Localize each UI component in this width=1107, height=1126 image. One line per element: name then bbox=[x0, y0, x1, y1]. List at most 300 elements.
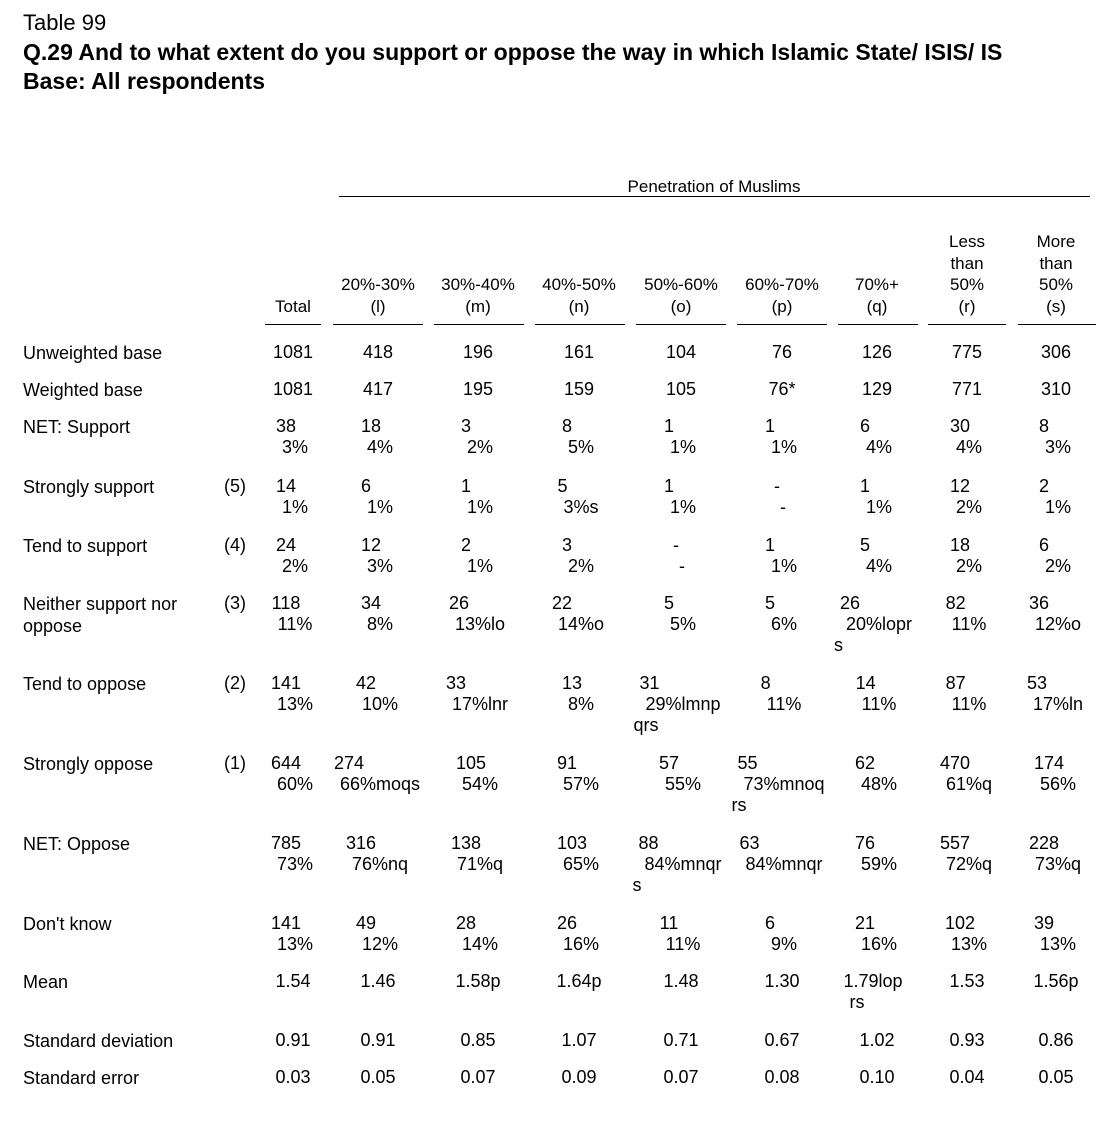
table-cell bbox=[945, 913, 987, 955]
table-cell bbox=[1039, 535, 1071, 577]
cell-percent: 48% bbox=[860, 774, 898, 794]
scale-code: (3) bbox=[224, 593, 246, 613]
table-cell bbox=[833, 593, 913, 656]
table-cell bbox=[949, 1030, 984, 1051]
base-description: Base: All respondents bbox=[23, 68, 265, 94]
cell-count: 644 bbox=[270, 753, 302, 773]
table-cell bbox=[660, 913, 701, 955]
table-cell bbox=[561, 1030, 596, 1051]
cell-percent: 11% bbox=[951, 614, 987, 634]
cell-count: 76 bbox=[771, 342, 793, 362]
table-cell bbox=[860, 416, 892, 458]
cell-percent: 1% bbox=[466, 497, 493, 517]
cell-percent: 72%q bbox=[945, 854, 993, 874]
cell-percent: 13%lo bbox=[454, 614, 506, 634]
cell-percent: 1% bbox=[770, 556, 797, 576]
column-header bbox=[323, 274, 433, 317]
cell-count: 196 bbox=[462, 342, 494, 362]
cell-count: 39 bbox=[1033, 913, 1055, 933]
table-cell bbox=[940, 753, 992, 795]
cell-count: 228 bbox=[1028, 833, 1060, 853]
cell-count: 1 bbox=[663, 416, 674, 436]
cell-count: 76 bbox=[854, 833, 876, 853]
cell-count: 557 bbox=[939, 833, 971, 853]
row-label bbox=[23, 1067, 139, 1089]
table-cell bbox=[859, 1067, 894, 1088]
table-cell bbox=[862, 379, 892, 400]
column-header-line: (o) bbox=[670, 296, 692, 316]
cell-percent: 4% bbox=[955, 437, 982, 457]
table-cell bbox=[843, 971, 902, 1013]
cell-count: 105 bbox=[455, 753, 487, 773]
cell-percent: 11% bbox=[766, 694, 802, 714]
table-cell bbox=[346, 833, 408, 875]
table-cell bbox=[1029, 833, 1081, 875]
cell-count: 42 bbox=[355, 673, 377, 693]
scale-code: (4) bbox=[224, 535, 246, 555]
span-header-label: Penetration of Muslims bbox=[627, 177, 801, 196]
cell-count: 0.67 bbox=[764, 1030, 800, 1050]
cell-count: 49 bbox=[355, 913, 377, 933]
question-title: Q.29 And to what extent do you support or oppose the way in which Islamic State/ ISIS/ IS bbox=[23, 39, 1003, 65]
cell-percent: 2% bbox=[567, 556, 594, 576]
cell-count: 11 bbox=[659, 913, 679, 933]
table-cell bbox=[860, 535, 892, 577]
cell-percent: 4% bbox=[865, 437, 892, 457]
cell-percent: 11% bbox=[951, 694, 987, 714]
cell-count: 5 bbox=[764, 593, 775, 613]
table-cell bbox=[1034, 753, 1076, 795]
row-label-line: Don't know bbox=[23, 914, 112, 934]
table-cell bbox=[360, 1030, 395, 1051]
cell-percent: 2% bbox=[955, 497, 982, 517]
cell-count: 129 bbox=[861, 379, 893, 399]
cell-percent: 1% bbox=[281, 497, 308, 517]
row-label bbox=[23, 833, 130, 855]
column-header-line: 50% bbox=[949, 275, 985, 294]
cell-count: 26 bbox=[556, 913, 578, 933]
table-cell bbox=[764, 1030, 799, 1051]
cell-percent: 54% bbox=[461, 774, 499, 794]
cell-percent: 8% bbox=[366, 614, 393, 634]
row-label-line: Neither support nor bbox=[23, 594, 178, 614]
cell-count: 1 bbox=[663, 476, 674, 496]
scale-code: (5) bbox=[224, 476, 246, 496]
column-header-line: 20%-30% bbox=[341, 275, 415, 294]
column-header-rule bbox=[265, 324, 321, 325]
row-label-line: oppose bbox=[23, 616, 83, 636]
table-cell bbox=[768, 379, 795, 400]
cell-count: 24 bbox=[275, 535, 297, 555]
row-label bbox=[23, 476, 154, 498]
cell-count: 1 bbox=[764, 535, 775, 555]
table-cell bbox=[271, 753, 313, 795]
cell-percent: 11% bbox=[665, 934, 701, 954]
table-cell bbox=[276, 416, 308, 458]
cell-count: 306 bbox=[1040, 342, 1072, 362]
row-label-line: Standard deviation bbox=[23, 1031, 174, 1051]
cell-percent: 59% bbox=[860, 854, 898, 874]
cell-percent: 11% bbox=[277, 614, 313, 634]
cell-percent: 2% bbox=[466, 437, 493, 457]
cell-count: 1081 bbox=[272, 379, 314, 399]
cell-percent: 4% bbox=[366, 437, 393, 457]
table-cell bbox=[356, 913, 398, 955]
cell-count: 174 bbox=[1033, 753, 1065, 773]
cell-count: 91 bbox=[556, 753, 578, 773]
column-header-line: 60%-70% bbox=[745, 275, 819, 294]
cell-percent: 73%q bbox=[1034, 854, 1082, 874]
cell-count: 0.71 bbox=[663, 1030, 699, 1050]
column-header bbox=[727, 274, 837, 317]
cell-percent: 84%mnqr bbox=[745, 854, 823, 874]
cell-count: 8 bbox=[760, 673, 771, 693]
cell-count: 0.08 bbox=[764, 1067, 800, 1087]
cell-count: 1.02 bbox=[859, 1030, 895, 1050]
row-label bbox=[23, 753, 153, 775]
table-cell bbox=[449, 593, 505, 635]
cell-count: 6 bbox=[1038, 535, 1049, 555]
table-cell bbox=[862, 342, 892, 363]
scale-code: (1) bbox=[224, 753, 246, 773]
cell-count: 3 bbox=[561, 535, 572, 555]
cell-count: 12 bbox=[949, 476, 971, 496]
table-cell bbox=[1033, 971, 1078, 992]
table-cell bbox=[463, 342, 493, 363]
table-cell bbox=[361, 593, 393, 635]
cell-percent: 57% bbox=[562, 774, 600, 794]
table-cell bbox=[562, 416, 594, 458]
cell-percent: 5% bbox=[567, 437, 594, 457]
cell-count: 126 bbox=[861, 342, 893, 362]
row-label bbox=[23, 342, 162, 364]
cell-count: 5 bbox=[663, 593, 674, 613]
column-header-line: (l) bbox=[370, 296, 386, 316]
cell-percent: 13% bbox=[1039, 934, 1077, 954]
table-cell bbox=[856, 673, 897, 715]
cell-count: 0.93 bbox=[949, 1030, 985, 1050]
table-cell bbox=[552, 593, 604, 635]
row-label-line: Tend to oppose bbox=[23, 674, 147, 694]
cell-count: 62 bbox=[854, 753, 876, 773]
cell-count: 1081 bbox=[272, 342, 314, 362]
row-label-line: Weighted base bbox=[23, 380, 143, 400]
cell-count: 31 bbox=[639, 673, 660, 693]
cell-count: 76* bbox=[768, 379, 796, 399]
cell-count: 8 bbox=[1038, 416, 1049, 436]
cell-count: 63 bbox=[739, 833, 760, 853]
cell-count: 18 bbox=[360, 416, 382, 436]
cell-percent: 65% bbox=[562, 854, 600, 874]
cell-percent: - bbox=[780, 497, 786, 517]
cell-count: 141 bbox=[270, 673, 302, 693]
row-label bbox=[23, 593, 177, 637]
cell-count: 138 bbox=[450, 833, 482, 853]
table-cell bbox=[663, 971, 698, 992]
column-header-line: 50% bbox=[1038, 275, 1074, 294]
cell-percent: 13% bbox=[950, 934, 988, 954]
cell-count: 88 bbox=[638, 833, 659, 853]
cell-count: 161 bbox=[563, 342, 595, 362]
table-cell bbox=[361, 535, 393, 577]
table-cell bbox=[272, 593, 313, 635]
cell-percent: 2% bbox=[955, 556, 982, 576]
row-label bbox=[23, 535, 147, 557]
cell-percent: 29%lmnp bbox=[645, 694, 721, 714]
table-cell bbox=[271, 673, 313, 715]
cell-count: 2 bbox=[1038, 476, 1049, 496]
table-cell bbox=[461, 535, 493, 577]
column-header-line: Less bbox=[949, 232, 985, 251]
table-cell bbox=[949, 1067, 984, 1088]
cell-count: 26 bbox=[448, 593, 469, 613]
cell-count: 159 bbox=[563, 379, 595, 399]
table-cell bbox=[363, 342, 393, 363]
column-header-rule bbox=[636, 324, 726, 325]
cell-count: 13 bbox=[561, 673, 583, 693]
cell-count: 195 bbox=[462, 379, 494, 399]
cell-percent: 61%q bbox=[945, 774, 993, 794]
cell-count: 1.79lop bbox=[843, 971, 903, 991]
cell-count: 1 bbox=[460, 476, 471, 496]
table-cell bbox=[731, 753, 825, 816]
table-cell bbox=[664, 416, 696, 458]
table-cell bbox=[1041, 379, 1071, 400]
column-header bbox=[524, 274, 634, 317]
table-cell bbox=[557, 833, 599, 875]
table-cell bbox=[451, 833, 503, 875]
cell-count: 6 bbox=[764, 913, 775, 933]
table-cell bbox=[562, 673, 594, 715]
column-header-line: (p) bbox=[771, 296, 793, 316]
cell-percent: 14% bbox=[461, 934, 499, 954]
table-cell bbox=[952, 342, 982, 363]
column-header-rule bbox=[333, 324, 423, 325]
cell-percent: 4% bbox=[865, 556, 892, 576]
column-header-line: 30%-40% bbox=[441, 275, 515, 294]
cell-count: 5 bbox=[859, 535, 870, 555]
table-cell bbox=[765, 535, 797, 577]
table-cell bbox=[456, 913, 498, 955]
cell-percent: 3% bbox=[281, 437, 308, 457]
cell-count: 1.53 bbox=[949, 971, 985, 991]
column-header-line: (m) bbox=[465, 296, 491, 316]
column-header-line: Total bbox=[275, 296, 311, 316]
table-cell bbox=[1027, 673, 1083, 715]
table-cell bbox=[764, 971, 799, 992]
table-cell bbox=[855, 913, 897, 955]
cell-percent: 9% bbox=[770, 934, 797, 954]
cell-count: 141 bbox=[270, 913, 302, 933]
cell-count: 0.05 bbox=[360, 1067, 396, 1087]
table-cell bbox=[950, 535, 982, 577]
cell-count: 53 bbox=[1026, 673, 1047, 693]
table-cell bbox=[273, 342, 313, 363]
cell-count: 8 bbox=[561, 416, 572, 436]
table-cell bbox=[564, 342, 594, 363]
cell-count: 1.30 bbox=[764, 971, 800, 991]
cell-count: 36 bbox=[1028, 593, 1049, 613]
table-cell bbox=[360, 1067, 395, 1088]
column-header-line: 70%+ bbox=[855, 275, 899, 294]
cell-percent: - bbox=[679, 556, 685, 576]
table-cell bbox=[765, 913, 797, 955]
table-cell bbox=[949, 971, 984, 992]
cell-count: 0.04 bbox=[949, 1067, 985, 1087]
column-header-line: 50%-60% bbox=[644, 275, 718, 294]
table-cell bbox=[456, 753, 498, 795]
table-cell bbox=[673, 535, 685, 577]
cell-count: 6 bbox=[360, 476, 371, 496]
table-cell bbox=[361, 416, 393, 458]
cell-count: 417 bbox=[362, 379, 394, 399]
table-cell bbox=[774, 476, 786, 518]
row-label-line: Strongly support bbox=[23, 477, 155, 497]
cell-count: 0.91 bbox=[275, 1030, 311, 1050]
cell-count: 3 bbox=[460, 416, 471, 436]
table-cell bbox=[952, 379, 982, 400]
table-cell bbox=[859, 1030, 894, 1051]
table-cell bbox=[271, 833, 313, 875]
cell-count: 18 bbox=[949, 535, 971, 555]
table-cell bbox=[455, 971, 500, 992]
table-cell bbox=[946, 593, 987, 635]
column-header-line: (q) bbox=[866, 296, 888, 316]
cell-count: 103 bbox=[556, 833, 588, 853]
cell-count: 33 bbox=[445, 673, 467, 693]
cell-count: 1.64p bbox=[556, 971, 602, 991]
cell-count: 14 bbox=[855, 673, 876, 693]
cell-percent: 13% bbox=[276, 934, 314, 954]
row-label-line: NET: Oppose bbox=[23, 834, 131, 854]
table-cell bbox=[557, 753, 599, 795]
cell-count: 0.09 bbox=[561, 1067, 597, 1087]
cell-count: 1.48 bbox=[663, 971, 699, 991]
table-cell bbox=[463, 379, 493, 400]
cell-percent: 6% bbox=[770, 614, 797, 634]
cell-count: 0.86 bbox=[1038, 1030, 1074, 1050]
cell-percent: 1% bbox=[865, 497, 892, 517]
cell-count: 310 bbox=[1040, 379, 1072, 399]
table-cell bbox=[460, 1030, 495, 1051]
table-cell bbox=[275, 1067, 310, 1088]
cell-count: 0.03 bbox=[275, 1067, 311, 1087]
table-cell bbox=[1039, 476, 1071, 518]
column-header-line: More bbox=[1036, 232, 1076, 251]
table-cell bbox=[363, 379, 393, 400]
cell-percent: 13% bbox=[276, 694, 314, 714]
table-cell bbox=[564, 379, 594, 400]
cell-count: 785 bbox=[270, 833, 302, 853]
column-header-rule bbox=[535, 324, 625, 325]
table-cell bbox=[632, 833, 722, 896]
cell-sig-wrap: s bbox=[833, 635, 843, 655]
cell-count: 102 bbox=[944, 913, 976, 933]
cell-count: 28 bbox=[455, 913, 477, 933]
cell-count: 5 bbox=[557, 476, 568, 496]
cell-percent: 73%mnoq bbox=[743, 774, 825, 794]
column-header bbox=[626, 274, 736, 317]
table-cell bbox=[360, 971, 395, 992]
table-cell bbox=[764, 1067, 799, 1088]
column-header-rule bbox=[434, 324, 524, 325]
table-cell bbox=[659, 753, 701, 795]
cell-percent: 3% bbox=[366, 556, 393, 576]
cell-percent: 1% bbox=[366, 497, 393, 517]
cell-percent: 60% bbox=[276, 774, 314, 794]
cell-count: 0.10 bbox=[859, 1067, 895, 1087]
column-header-line: than bbox=[1039, 253, 1073, 273]
cell-sig-wrap: qrs bbox=[633, 715, 659, 735]
cell-count: 57 bbox=[658, 753, 680, 773]
table-cell bbox=[855, 753, 897, 795]
table-cell bbox=[273, 379, 313, 400]
table-cell bbox=[666, 342, 696, 363]
cell-count: 1 bbox=[859, 476, 870, 496]
span-header-rule bbox=[339, 196, 1090, 197]
table-cell bbox=[275, 1030, 310, 1051]
cell-count: 104 bbox=[665, 342, 697, 362]
table-cell bbox=[271, 913, 313, 955]
cell-percent: 14%o bbox=[557, 614, 605, 634]
row-label bbox=[23, 971, 68, 993]
table-cell bbox=[361, 476, 393, 518]
cell-count: 1.58p bbox=[455, 971, 501, 991]
row-label bbox=[23, 673, 146, 695]
cell-count: 55 bbox=[737, 753, 758, 773]
cell-percent: 3%s bbox=[563, 497, 599, 517]
cell-count: 0.07 bbox=[460, 1067, 496, 1087]
cell-sig-wrap: s bbox=[632, 875, 642, 895]
column-header-rule bbox=[838, 324, 918, 325]
table-cell bbox=[1038, 1067, 1073, 1088]
cell-count: 38 bbox=[275, 416, 297, 436]
table-cell bbox=[556, 971, 601, 992]
cell-percent: 5% bbox=[669, 614, 696, 634]
column-header-line: than bbox=[950, 253, 984, 273]
table-cell bbox=[663, 1067, 698, 1088]
cell-percent: 12%o bbox=[1034, 614, 1082, 634]
column-header-rule bbox=[1018, 324, 1096, 325]
cell-count: 771 bbox=[951, 379, 983, 399]
table-cell bbox=[633, 673, 721, 736]
row-label bbox=[23, 379, 143, 401]
table-cell bbox=[275, 971, 310, 992]
row-label bbox=[23, 913, 111, 935]
table-cell bbox=[1041, 342, 1071, 363]
cell-count: 470 bbox=[939, 753, 971, 773]
cell-percent: 76%nq bbox=[351, 854, 409, 874]
cell-percent: 2% bbox=[1044, 556, 1071, 576]
row-label-line: Mean bbox=[23, 972, 69, 992]
column-header-rule bbox=[928, 324, 1006, 325]
table-cell bbox=[664, 593, 696, 635]
cell-count: 0.91 bbox=[360, 1030, 396, 1050]
table-cell bbox=[334, 753, 420, 795]
cell-percent: 1% bbox=[770, 437, 797, 457]
cell-percent: 2% bbox=[281, 556, 308, 576]
cell-count: 0.07 bbox=[663, 1067, 699, 1087]
cell-count: 775 bbox=[951, 342, 983, 362]
table-cell bbox=[765, 416, 797, 458]
cell-percent: 3% bbox=[1044, 437, 1071, 457]
table-cell bbox=[946, 673, 987, 715]
cell-percent: 20%lopr bbox=[845, 614, 913, 634]
cell-percent: 1% bbox=[669, 437, 696, 457]
cell-percent: 12% bbox=[361, 934, 399, 954]
cell-count: 0.85 bbox=[460, 1030, 496, 1050]
table-cell bbox=[557, 476, 598, 518]
